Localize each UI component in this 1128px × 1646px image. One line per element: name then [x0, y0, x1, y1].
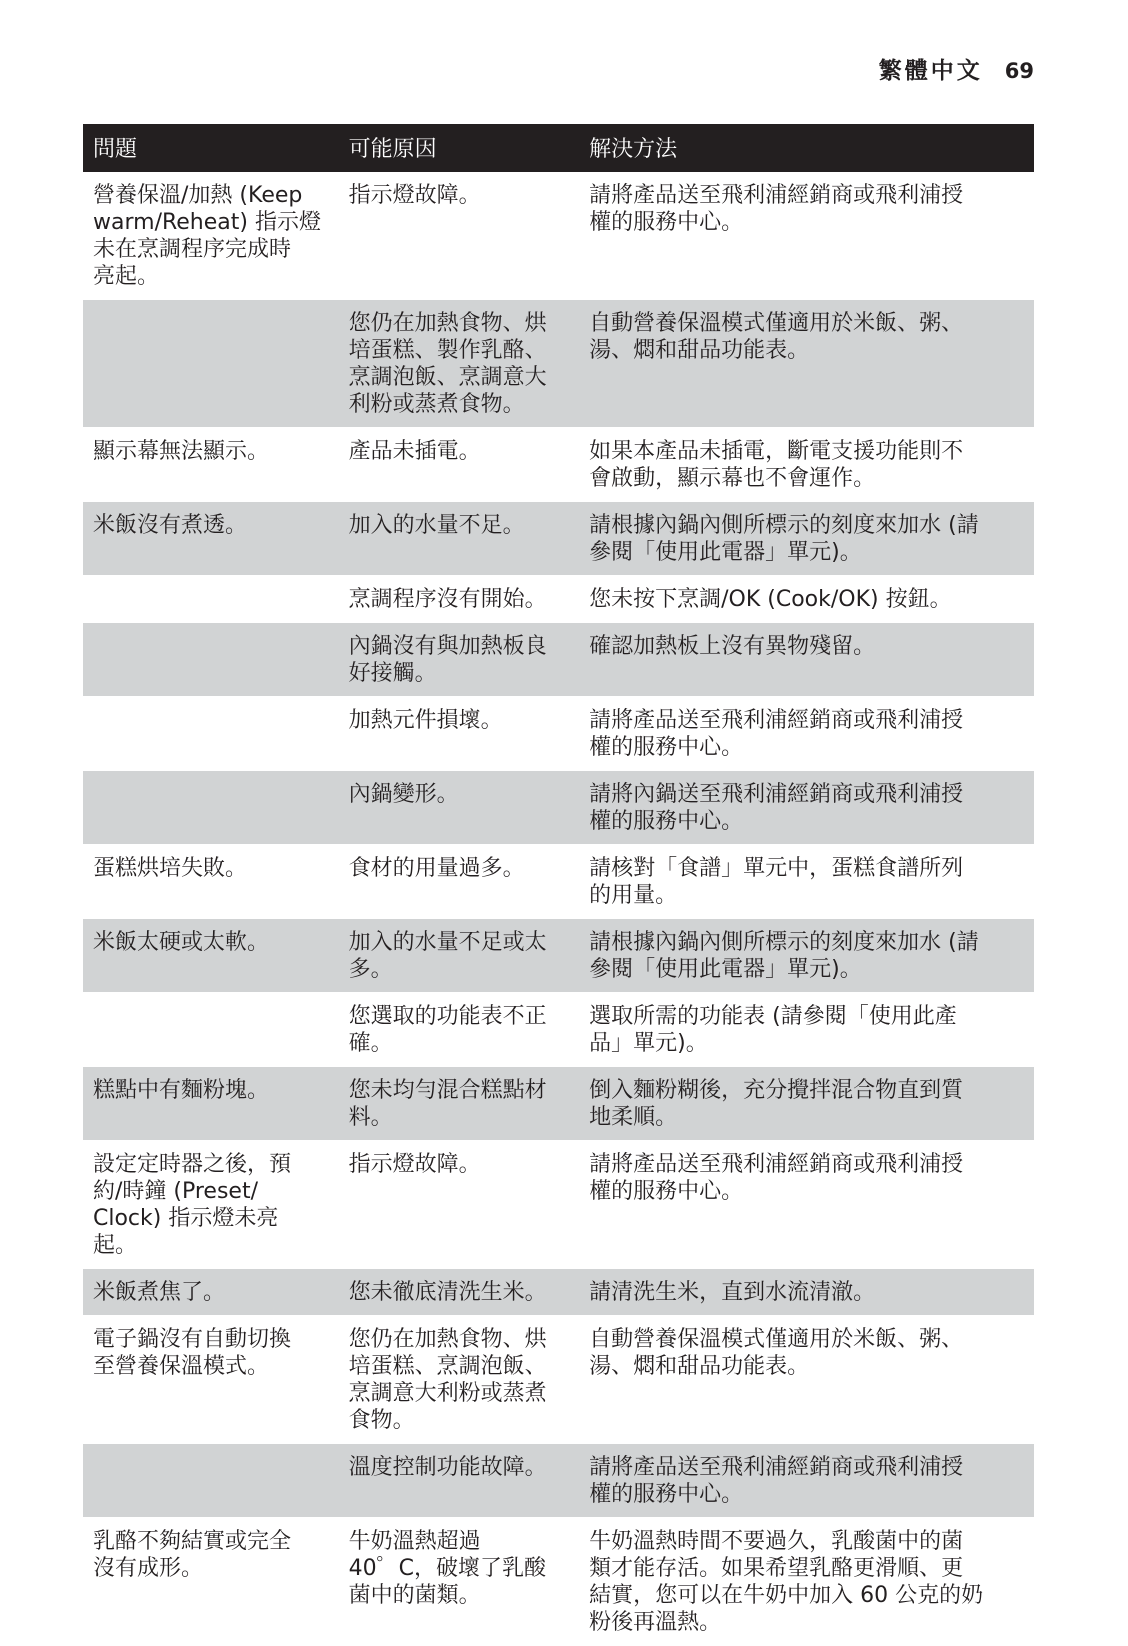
solution-cell-text: 倒入麵粉糊後，充分攪拌混合物直到質 地柔順。 — [589, 1078, 964, 1130]
table-row — [83, 771, 1034, 845]
language-label: 繁體中文 — [878, 58, 983, 84]
solution-cell-text: 請根據內鍋內側所標示的刻度來加水 (請 參閱「使用此電器」單元)。 — [589, 930, 979, 982]
cause-cell — [346, 172, 589, 300]
problem-cell — [83, 1141, 346, 1269]
cause-cell — [346, 300, 589, 428]
solution-cell-text: 確認加熱板上沒有異物殘留。 — [589, 634, 876, 659]
solution-cell-text: 牛奶溫熱時間不要過久，乳酸菌中的菌 類才能存活。如果希望乳酪更滑順、更 結實，您可以在牛奶中加入 60 公克的奶 粉後再溫熱。 — [589, 1529, 984, 1635]
table-row — [83, 1269, 1034, 1316]
cause-cell-text: 指示燈故障。 — [348, 183, 481, 208]
solution-cell-text: 請根據內鍋內側所標示的刻度來加水 (請 參閱「使用此電器」單元)。 — [589, 513, 979, 565]
page-header — [879, 52, 1034, 85]
problem-cell — [83, 919, 346, 993]
problem-cell-text: 米飯太硬或太軟。 — [93, 930, 270, 955]
cause-cell — [346, 1141, 589, 1269]
cause-cell-text: 產品未插電。 — [348, 439, 481, 464]
cause-cell-text: 內鍋變形。 — [348, 782, 459, 807]
cause-cell — [346, 845, 589, 919]
solution-cell-text: 請將產品送至飛利浦經銷商或飛利浦授 權的服務中心。 — [589, 183, 964, 235]
problem-cell — [83, 623, 346, 697]
problem-cell — [83, 172, 346, 300]
table-header — [83, 124, 1034, 172]
solution-cell — [589, 172, 1034, 300]
cause-cell-text: 指示燈故障。 — [348, 1152, 481, 1177]
problem-cell — [83, 993, 346, 1067]
table-row — [83, 576, 1034, 623]
cause-cell-text: 您仍在加熱食物、烘 培蛋糕、烹調泡飯、 烹調意大利粉或蒸煮 食物。 — [348, 1327, 547, 1433]
table-row — [83, 172, 1034, 300]
problem-cell — [83, 1067, 346, 1141]
solution-cell — [589, 623, 1034, 697]
cause-cell-text: 內鍋沒有與加熱板良 好接觸。 — [348, 634, 547, 686]
problem-cell-text: 乳酪不夠結實或完全 沒有成形。 — [93, 1529, 292, 1581]
cause-cell-text: 牛奶溫熱超過 40゜C，破壞了乳酸 菌中的菌類。 — [348, 1529, 547, 1608]
solution-cell-text: 請將產品送至飛利浦經銷商或飛利浦授 權的服務中心。 — [589, 708, 964, 760]
cause-cell — [346, 502, 589, 576]
cause-cell — [346, 697, 589, 771]
column-header-problem: 問題 — [93, 136, 138, 162]
solution-cell-text: 請將產品送至飛利浦經銷商或飛利浦授 權的服務中心。 — [589, 1152, 964, 1204]
problem-cell-text: 顯示幕無法顯示。 — [93, 439, 270, 464]
cause-cell — [346, 993, 589, 1067]
cause-cell-text: 加入的水量不足。 — [348, 513, 525, 538]
table-header-row — [83, 124, 1034, 172]
problem-cell — [83, 502, 346, 576]
solution-cell — [589, 1316, 1034, 1444]
problem-cell-text: 蛋糕烘培失敗。 — [93, 856, 248, 881]
cause-cell-text: 加熱元件損壞。 — [348, 708, 503, 733]
table-row — [83, 1444, 1034, 1518]
solution-cell-text: 如果本產品未插電，斷電支援功能則不 會啟動，顯示幕也不會運作。 — [589, 439, 964, 491]
solution-cell — [589, 300, 1034, 428]
cause-cell-text: 您選取的功能表不正 確。 — [348, 1004, 547, 1056]
column-header-cause: 可能原因 — [348, 136, 437, 162]
solution-cell — [589, 1269, 1034, 1316]
problem-cell-text: 米飯沒有煮透。 — [93, 513, 248, 538]
table-row — [83, 919, 1034, 993]
table-row — [83, 697, 1034, 771]
cause-cell — [346, 1067, 589, 1141]
solution-cell — [589, 502, 1034, 576]
problem-cell — [83, 845, 346, 919]
solution-cell — [589, 845, 1034, 919]
solution-cell-text: 選取所需的功能表 (請參閱「使用此產 品」單元)。 — [589, 1004, 957, 1056]
cause-cell-text: 溫度控制功能故障。 — [348, 1455, 547, 1480]
table-row — [83, 845, 1034, 919]
problem-cell — [83, 300, 346, 428]
table-row — [83, 1141, 1034, 1269]
solution-cell — [589, 919, 1034, 993]
solution-cell — [589, 771, 1034, 845]
problem-cell — [83, 1316, 346, 1444]
cause-cell-text: 烹調程序沒有開始。 — [348, 587, 547, 612]
solution-cell — [589, 428, 1034, 502]
problem-cell-text: 營養保溫/加熱 (Keep warm/Reheat) 指示燈 未在烹調程序完成時 亮起。 — [93, 183, 321, 289]
cause-cell — [346, 623, 589, 697]
cause-cell — [346, 428, 589, 502]
cause-cell — [346, 1316, 589, 1444]
column-header-solution: 解決方法 — [589, 136, 678, 162]
solution-cell — [589, 1518, 1034, 1646]
cause-cell-text: 您仍在加熱食物、烘 培蛋糕、製作乳酪、 烹調泡飯、烹調意大 利粉或蒸煮食物。 — [348, 311, 547, 417]
problem-cell — [83, 771, 346, 845]
cause-cell-text: 您未均勻混合糕點材 料。 — [348, 1078, 547, 1130]
cause-cell-text: 食材的用量過多。 — [348, 856, 525, 881]
problem-cell — [83, 428, 346, 502]
table-row — [83, 428, 1034, 502]
cause-cell — [346, 1518, 589, 1646]
problem-cell — [83, 697, 346, 771]
cause-cell — [346, 1444, 589, 1518]
problem-cell — [83, 1518, 346, 1646]
solution-cell — [589, 576, 1034, 623]
solution-cell — [589, 1067, 1034, 1141]
solution-cell — [589, 993, 1034, 1067]
table-row — [83, 502, 1034, 576]
solution-cell-text: 請將內鍋送至飛利浦經銷商或飛利浦授 權的服務中心。 — [589, 782, 964, 834]
solution-cell-text: 自動營養保溫模式僅適用於米飯、粥、 湯、燜和甜品功能表。 — [589, 1327, 964, 1379]
problem-cell-text: 電子鍋沒有自動切換 至營養保溫模式。 — [93, 1327, 292, 1379]
solution-cell — [589, 697, 1034, 771]
cause-cell — [346, 1269, 589, 1316]
problem-cell — [83, 1269, 346, 1316]
solution-cell-text: 請清洗生米，直到水流清澈。 — [589, 1280, 876, 1305]
problem-cell-text: 糕點中有麵粉塊。 — [93, 1078, 270, 1103]
problem-cell-text: 設定定時器之後，預 約/時鐘 (Preset/ Clock) 指示燈未亮 起。 — [93, 1152, 292, 1258]
cause-cell — [346, 919, 589, 993]
troubleshooting-table — [83, 124, 1034, 1646]
problem-cell-text: 米飯煮焦了。 — [93, 1280, 226, 1305]
solution-cell-text: 您未按下烹調/OK (Cook/OK) 按鈕。 — [589, 587, 952, 612]
table-row — [83, 993, 1034, 1067]
cause-cell — [346, 576, 589, 623]
cause-cell-text: 加入的水量不足或太 多。 — [348, 930, 547, 982]
cause-cell-text: 您未徹底清洗生米。 — [348, 1280, 547, 1305]
table-row — [83, 300, 1034, 428]
table-body — [83, 172, 1034, 1646]
table-row — [83, 1067, 1034, 1141]
table-row — [83, 1518, 1034, 1646]
solution-cell — [589, 1444, 1034, 1518]
solution-cell-text: 請核對「食譜」單元中，蛋糕食譜所列 的用量。 — [589, 856, 964, 908]
cause-cell — [346, 771, 589, 845]
problem-cell — [83, 1444, 346, 1518]
page-number: 69 — [1004, 59, 1034, 83]
problem-cell — [83, 576, 346, 623]
solution-cell — [589, 1141, 1034, 1269]
table-row — [83, 1316, 1034, 1444]
solution-cell-text: 請將產品送至飛利浦經銷商或飛利浦授 權的服務中心。 — [589, 1455, 964, 1507]
table-row — [83, 623, 1034, 697]
solution-cell-text: 自動營養保溫模式僅適用於米飯、粥、 湯、燜和甜品功能表。 — [589, 311, 964, 363]
